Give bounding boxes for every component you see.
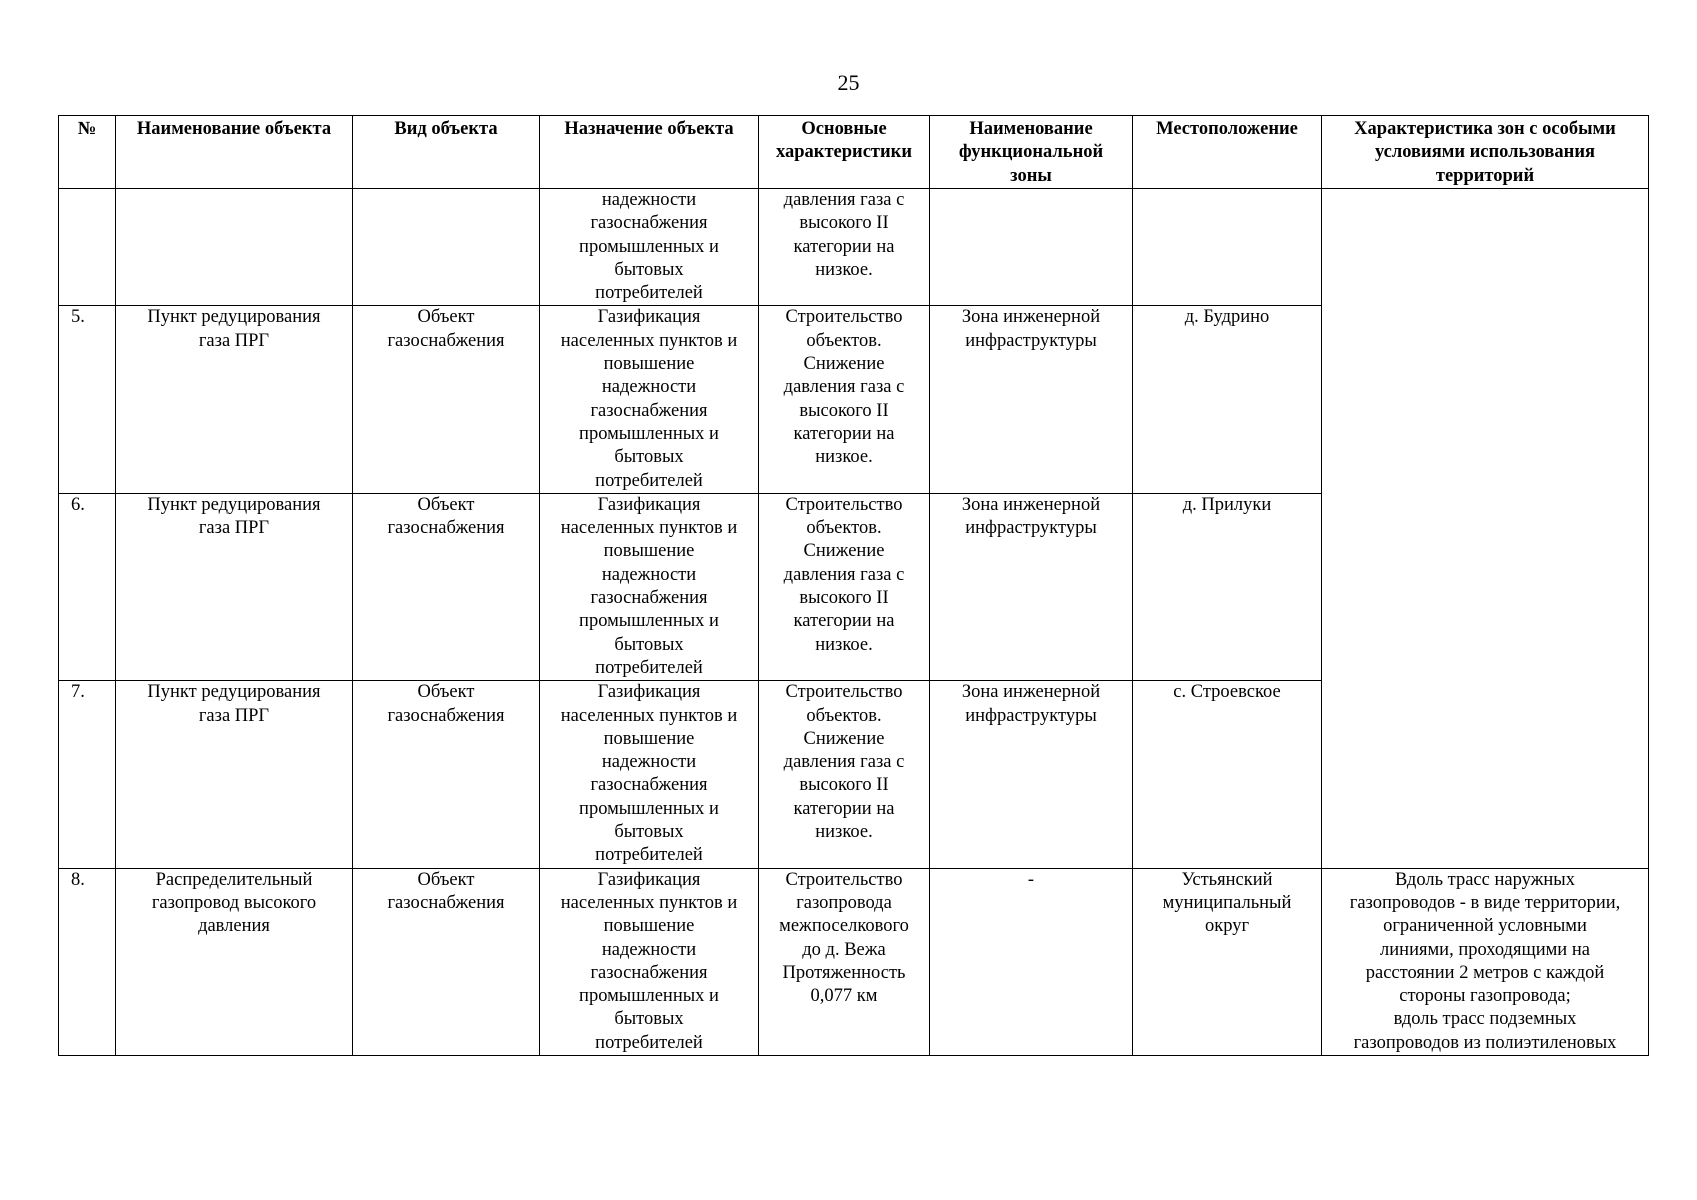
cell-text-line: высокого II xyxy=(799,775,889,796)
location-cell xyxy=(1133,681,1322,868)
zone-cell xyxy=(930,868,1133,1055)
cell-text-line: надежности xyxy=(601,190,697,210)
location-cell xyxy=(1133,868,1322,1055)
cell-text-line: Строительство xyxy=(785,307,903,328)
type-cell xyxy=(353,681,540,868)
cell-text-line: Зона инженерной xyxy=(961,307,1101,328)
cell-text-line: объектов. xyxy=(806,518,882,539)
type-cell xyxy=(353,306,540,493)
cell-text-line: населенных пунктов и xyxy=(560,892,738,913)
cell-text-line: Объект xyxy=(417,307,475,328)
cell-text-line: газоснабжения xyxy=(590,588,708,609)
cell-text-line: давления газа с xyxy=(783,752,905,773)
cell-text-line: инфраструктуры xyxy=(965,705,1097,726)
cell-text-line: Вдоль трасс наружных xyxy=(1395,869,1575,890)
cell-text-line: ограниченной условными xyxy=(1383,916,1587,937)
name-cell xyxy=(116,493,353,680)
cell-text-line: надежности xyxy=(601,564,697,585)
cell-text-line: объектов. xyxy=(806,330,882,351)
cell-text-line: Снижение xyxy=(803,728,885,749)
cell-text-line: вдоль трасс подземных xyxy=(1393,1009,1577,1030)
cell-text-line: д. Прилуки xyxy=(1182,494,1272,515)
characteristics-cell xyxy=(759,189,930,306)
cell-text-line: муниципальный xyxy=(1162,892,1292,913)
cell-text-line: бытовых xyxy=(614,822,684,843)
cell-text-line: бытовых xyxy=(614,1009,684,1030)
location-cell xyxy=(1133,306,1322,493)
cell-text-line: категории на xyxy=(793,611,895,632)
cell-text-line: газоснабжения xyxy=(590,213,708,234)
cell-text-line: Характеристика зон с особыми xyxy=(1354,119,1616,139)
header-cell xyxy=(116,116,353,189)
cell-text-line: инфраструктуры xyxy=(965,518,1097,539)
name-cell xyxy=(116,306,353,493)
header-cell xyxy=(930,116,1133,189)
table-row xyxy=(59,868,1649,1055)
cell-text-line: Объект xyxy=(417,494,475,515)
location-cell xyxy=(1133,189,1322,306)
zone-cell xyxy=(930,189,1133,306)
cell-text-line: низкое. xyxy=(815,259,873,280)
cell-text-line: повышение xyxy=(603,354,695,375)
cell-text-line: бытовых xyxy=(614,259,684,280)
cell-text-line: Строительство xyxy=(785,494,903,515)
table-row-continuation xyxy=(59,189,1649,306)
location-cell xyxy=(1133,493,1322,680)
num-cell: 7. xyxy=(59,681,116,868)
cell-text-line: Газификация xyxy=(597,307,701,328)
cell-text-line: повышение xyxy=(603,541,695,562)
cell-text-line: потребителей xyxy=(595,283,703,304)
cell-text-line: Пункт редуцирования xyxy=(147,307,321,328)
cell-text-line: расстоянии 2 метров с каждой xyxy=(1365,962,1605,983)
cell-text-line: промышленных и xyxy=(579,236,719,257)
header-cell xyxy=(353,116,540,189)
cell-text-line: газоснабжения xyxy=(590,400,708,421)
name-cell xyxy=(116,189,353,306)
cell-text-line: высокого II xyxy=(799,588,889,609)
cell-text-line: повышение xyxy=(603,916,695,937)
cell-text-line: Газификация xyxy=(597,494,701,515)
header-cell xyxy=(759,116,930,189)
cell-text-line: Газификация xyxy=(597,869,701,890)
cell-text-line: инфраструктуры xyxy=(965,330,1097,351)
cell-text-line: газа ПРГ xyxy=(198,330,270,351)
purpose-cell xyxy=(540,189,759,306)
purpose-cell xyxy=(540,681,759,868)
cell-text-line: промышленных и xyxy=(579,986,719,1007)
cell-text-line: давления xyxy=(198,916,270,937)
cell-text-line: потребителей xyxy=(595,657,703,678)
cell-text-line: газоснабжения xyxy=(387,892,505,913)
cell-text-line: Назначение объекта xyxy=(564,119,734,139)
cell-text-line: д. Будрино xyxy=(1184,307,1270,328)
name-cell xyxy=(116,868,353,1055)
num-cell xyxy=(59,189,116,306)
cell-text-line: Пункт редуцирования xyxy=(147,494,321,515)
cell-text-line: - xyxy=(1027,869,1035,890)
cell-text-line: населенных пунктов и xyxy=(560,705,738,726)
header-cell xyxy=(59,116,116,189)
cell-text-line: Наименование объекта xyxy=(136,119,332,139)
zones-characteristics-cell xyxy=(1322,868,1649,1055)
cell-text-line: газоснабжения xyxy=(590,962,708,983)
num-cell: 5. xyxy=(59,306,116,493)
cell-text-line: давления газа с xyxy=(783,377,905,398)
num-cell: 8. xyxy=(59,868,116,1055)
header-cell xyxy=(1322,116,1649,189)
cell-text-line: функциональной xyxy=(958,142,1104,163)
cell-text-line: промышленных и xyxy=(579,611,719,632)
cell-text-line: Вид объекта xyxy=(394,119,498,139)
cell-text-line: Устьянский xyxy=(1181,869,1273,890)
cell-text-line: газопроводов - в виде территории, xyxy=(1349,892,1621,913)
type-cell xyxy=(353,189,540,306)
cell-text-line: населенных пунктов и xyxy=(560,518,738,539)
cell-text-line: 0,077 км xyxy=(810,986,878,1007)
cell-text-line: газоснабжения xyxy=(590,775,708,796)
cell-text-line: давления газа с xyxy=(783,190,905,210)
cell-text-line: линиями, проходящими на xyxy=(1380,939,1590,960)
cell-text-line: категории на xyxy=(793,798,895,819)
cell-text-line: надежности xyxy=(601,377,697,398)
cell-text-line: потребителей xyxy=(595,470,703,491)
purpose-cell xyxy=(540,868,759,1055)
cell-text-line: № xyxy=(77,119,97,139)
zone-cell xyxy=(930,681,1133,868)
cell-text-line: газоснабжения xyxy=(387,705,505,726)
type-cell xyxy=(353,868,540,1055)
cell-text-line: объектов. xyxy=(806,705,882,726)
cell-text-line: потребителей xyxy=(595,845,703,866)
num-cell: 6. xyxy=(59,493,116,680)
cell-text-line: межпоселкового xyxy=(779,916,909,937)
cell-text-line: повышение xyxy=(603,728,695,749)
cell-text-line: Пункт редуцирования xyxy=(147,682,321,703)
cell-text-line: бытовых xyxy=(614,634,684,655)
cell-text-line: Основные xyxy=(801,119,887,139)
zone-cell xyxy=(930,493,1133,680)
cell-text-line: давления газа с xyxy=(783,564,905,585)
cell-text-line: Наименование xyxy=(969,119,1093,139)
cell-text-line: надежности xyxy=(601,752,697,773)
cell-text-line: высокого II xyxy=(799,213,889,234)
cell-text-line: потребителей xyxy=(595,1032,703,1053)
zones-characteristics-cell-merged xyxy=(1322,189,1649,869)
cell-text-line: Снижение xyxy=(803,541,885,562)
characteristics-cell xyxy=(759,493,930,680)
cell-text-line: Зона инженерной xyxy=(961,682,1101,703)
name-cell xyxy=(116,681,353,868)
cell-text-line: условиями использования xyxy=(1375,142,1595,163)
table-header-row xyxy=(59,116,1649,189)
cell-text-line: высокого II xyxy=(799,400,889,421)
cell-text-line: промышленных и xyxy=(579,423,719,444)
cell-text-line: Газификация xyxy=(597,682,701,703)
cell-text-line: Снижение xyxy=(803,354,885,375)
type-cell xyxy=(353,493,540,680)
header-cell xyxy=(1133,116,1322,189)
cell-text-line: Объект xyxy=(417,869,475,890)
cell-text-line: газа ПРГ xyxy=(198,705,270,726)
cell-text-line: газопровод высокого xyxy=(151,892,317,913)
cell-text-line: надежности xyxy=(601,939,697,960)
cell-text-line: категории на xyxy=(793,236,895,257)
page-number: 25 xyxy=(837,70,860,95)
cell-text-line: округ xyxy=(1204,916,1250,937)
cell-text-line: низкое. xyxy=(815,822,873,843)
cell-text-line: газа ПРГ xyxy=(198,518,270,539)
characteristics-cell xyxy=(759,306,930,493)
cell-text-line: Строительство xyxy=(785,869,903,890)
header-cell xyxy=(540,116,759,189)
cell-text-line: Зона инженерной xyxy=(961,494,1101,515)
cell-text-line: низкое. xyxy=(815,447,873,468)
cell-text-line: газопроводов из полиэтиленовых xyxy=(1353,1032,1617,1053)
cell-text-line: низкое. xyxy=(815,634,873,655)
cell-text-line: Распределительный xyxy=(155,869,313,890)
cell-text-line: Местоположение xyxy=(1156,119,1298,139)
cell-text-line: стороны газопровода; xyxy=(1399,986,1571,1007)
cell-text-line: Протяженность xyxy=(782,962,906,983)
zone-cell xyxy=(930,306,1133,493)
cell-text-line: Объект xyxy=(417,682,475,703)
purpose-cell xyxy=(540,306,759,493)
characteristics-cell xyxy=(759,681,930,868)
cell-text-line: Строительство xyxy=(785,682,903,703)
purpose-cell xyxy=(540,493,759,680)
characteristics-cell xyxy=(759,868,930,1055)
cell-text-line: категории на xyxy=(793,423,895,444)
cell-text-line: с. Строевское xyxy=(1173,682,1281,703)
cell-text-line: характеристики xyxy=(776,142,912,163)
cell-text-line: газоснабжения xyxy=(387,330,505,351)
cell-text-line: территорий xyxy=(1435,165,1535,186)
cell-text-line: газопровода xyxy=(796,892,892,913)
cell-text-line: до д. Вежа xyxy=(802,939,886,960)
cell-text-line: газоснабжения xyxy=(387,518,505,539)
cell-text-line: населенных пунктов и xyxy=(560,330,738,351)
cell-text-line: зоны xyxy=(1010,165,1052,186)
cell-text-line: промышленных и xyxy=(579,798,719,819)
objects-table xyxy=(58,115,1649,1056)
cell-text-line: бытовых xyxy=(614,447,684,468)
